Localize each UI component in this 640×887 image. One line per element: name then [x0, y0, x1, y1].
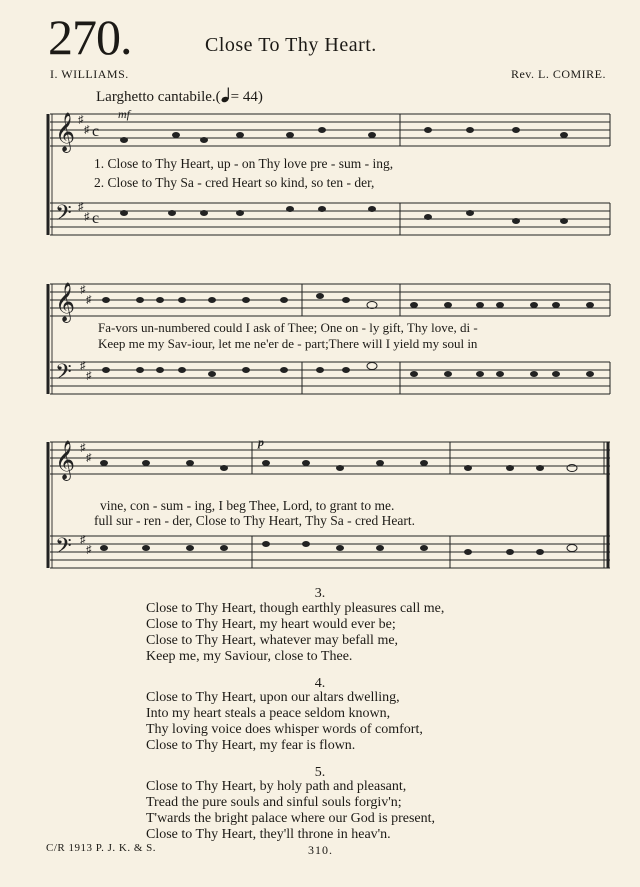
svg-text:♯: ♯ [80, 284, 86, 296]
svg-text:𝄞: 𝄞 [55, 442, 76, 479]
svg-text:𝄢: 𝄢 [55, 201, 72, 230]
svg-text:♯: ♯ [86, 544, 92, 556]
verse-number: 3. [314, 586, 326, 601]
verse-line: Close to Thy Heart, by holy path and pleasant, [146, 779, 407, 794]
dynamic-mf: mf [118, 107, 130, 121]
verse-line: Close to Thy Heart, upon our altars dwelling, [146, 690, 400, 705]
tempo-text: Larghetto cantabile.( [96, 89, 221, 105]
verse-line: Close to Thy Heart, whatever may befall me, [146, 633, 399, 648]
svg-text:♯: ♯ [80, 534, 86, 546]
lyric-line: 1. Close to Thy Heart, up - on Thy love pre - sum - ing, [94, 156, 394, 171]
verse-line: Thy loving voice does whisper words of comfort, [146, 722, 423, 737]
svg-text:♯: ♯ [78, 201, 84, 213]
verse-line: Close to Thy Heart, my fear is flown. [146, 738, 356, 753]
svg-text:♯: ♯ [86, 294, 92, 306]
hymn-number: 270. [48, 9, 132, 65]
lyric-line: vine, con - sum - ing, I beg Thee, Lord, to grant to me. [100, 498, 395, 513]
svg-text:c: c [92, 123, 100, 140]
lyric-line: Keep me my Sav-iour, let me ne'er de - part;There will I yield my soul in [98, 336, 478, 351]
page-number: 310. [308, 843, 333, 857]
svg-text:𝄞: 𝄞 [55, 114, 76, 151]
svg-text:♯: ♯ [78, 114, 84, 126]
verse-line: Close to Thy Heart, they'll throne in heav'n. [146, 827, 391, 842]
lyric-line: 2. Close to Thy Sa - cred Heart so kind, so ten - der, [94, 175, 375, 190]
copyright-notice: C/R 1913 P. J. K. & S. [46, 842, 157, 854]
svg-text:♯: ♯ [84, 124, 90, 136]
svg-text:c: c [92, 210, 100, 227]
svg-text:♯: ♯ [86, 370, 92, 382]
verse-line: Close to Thy Heart, my heart would ever be; [146, 617, 396, 632]
author-credit: Rev. L. COMIRE. [510, 67, 606, 81]
verse-line: T'wards the bright palace where our God is present, [146, 811, 436, 826]
svg-text:𝄞: 𝄞 [55, 284, 76, 321]
composer-credit: I. WILLIAMS. [50, 67, 129, 81]
svg-text:𝄢: 𝄢 [55, 534, 72, 563]
svg-text:♯: ♯ [86, 452, 92, 464]
verse-line: Keep me, my Saviour, close to Thee. [146, 649, 353, 664]
verse-line: Tread the pure souls and sinful souls forgiv'n; [146, 795, 402, 810]
verse-line: Close to Thy Heart, though earthly pleasures call me, [146, 601, 445, 616]
svg-text:𝄢: 𝄢 [55, 360, 72, 389]
verse-number: 5. [314, 765, 326, 780]
lyric-line: Fa-vors un-numbered could I ask of Thee; One on - ly gift, Thy love, di - [98, 320, 478, 335]
svg-text:♯: ♯ [80, 360, 86, 372]
verse-number: 4. [314, 676, 326, 691]
music-system-3 [0, 430, 640, 578]
dynamic-p: p [258, 435, 264, 449]
svg-text:♯: ♯ [80, 442, 86, 454]
music-system-1 [0, 100, 640, 242]
svg-text:♯: ♯ [84, 211, 90, 223]
verse-line: Into my heart steals a peace seldom known, [146, 706, 391, 721]
lyric-line: full sur - ren - der, Close to Thy Heart, Thy Sa - cred Heart. [94, 513, 415, 528]
hymn-title: Close To Thy Heart. [205, 34, 377, 56]
music-system-2 [0, 270, 640, 400]
tempo-value: = 44) [230, 89, 263, 105]
